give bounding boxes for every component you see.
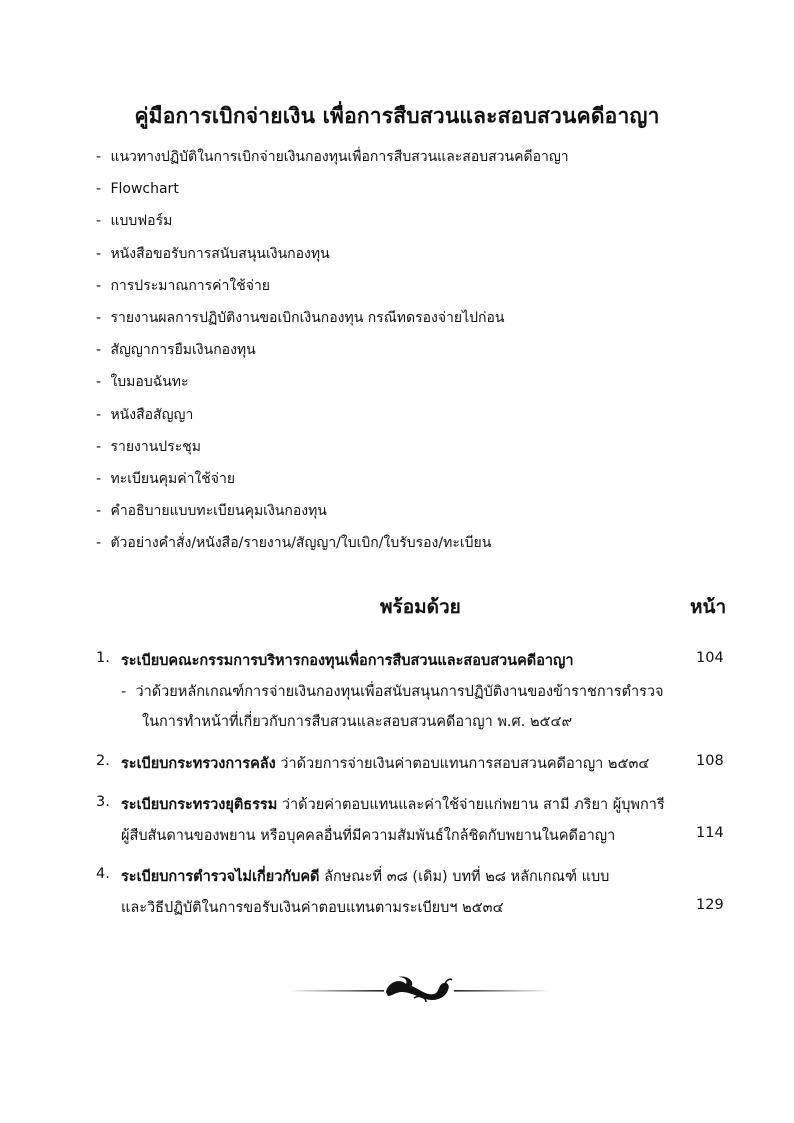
page-number: 114 bbox=[696, 825, 724, 841]
toc-entry-title: ระเบียบกระทรวงการคลัง bbox=[121, 756, 276, 772]
list-item: - ตัวอย่างคำสั่ง/หนังสือ/รายงาน/สัญญา/ใบเบิก/ใบรับรอง/ทะเบียน bbox=[96, 535, 492, 552]
list-item: - สัญญาการยืมเงินกองทุน bbox=[96, 342, 256, 359]
list-item: - หนังสือขอรับการสนับสนุนเงินกองทุน bbox=[96, 245, 330, 262]
list-item: - คำอธิบายแบบทะเบียนคุมเงินกองทุน bbox=[96, 503, 327, 520]
list-item: - Flowchart bbox=[96, 181, 179, 198]
appendix-heading: พร้อมด้วย bbox=[380, 596, 461, 618]
list-item: - รายงานผลการปฏิบัติงานขอเบิกเงินกองทุน กรณีทดรองจ่ายไปก่อน bbox=[96, 309, 505, 326]
contents-list bbox=[96, 146, 569, 564]
page-column-heading: หน้า bbox=[690, 596, 727, 618]
toc-entry-title: ระเบียบกระทรวงยุติธรรม bbox=[121, 797, 278, 813]
list-item: - ทะเบียนคุมค่าใช้จ่าย bbox=[96, 470, 236, 487]
page-number: 104 bbox=[696, 650, 724, 666]
list-item: - แนวทางปฏิบัติในการเบิกจ่ายเงินกองทุนเพื่อการสืบสวนและสอบสวนคดีอาญา bbox=[96, 149, 569, 165]
document-title: คู่มือการเบิกจ่ายเงิน เพื่อการสืบสวนและสอบสวนคดีอาญา bbox=[134, 104, 660, 128]
flourish-divider-icon bbox=[288, 972, 550, 1008]
list-item: - รายงานประชุม bbox=[96, 438, 201, 455]
list-item: - การประมาณการค่าใช้จ่าย bbox=[96, 277, 271, 294]
toc-entry-title: ระเบียบการตำรวจไม่เกี่ยวกับคดี bbox=[121, 869, 320, 885]
list-item: - แบบฟอร์ม bbox=[96, 213, 173, 230]
list-item: - หนังสือสัญญา bbox=[96, 406, 194, 423]
page-number: 108 bbox=[696, 753, 724, 769]
list-item: - ใบมอบฉันทะ bbox=[96, 374, 189, 391]
page-number: 129 bbox=[696, 897, 724, 913]
toc-entry-title: ระเบียบคณะกรรมการบริหารกองทุนเพื่อการสืบสวนและสอบสวนคดีอาญา bbox=[121, 653, 574, 669]
